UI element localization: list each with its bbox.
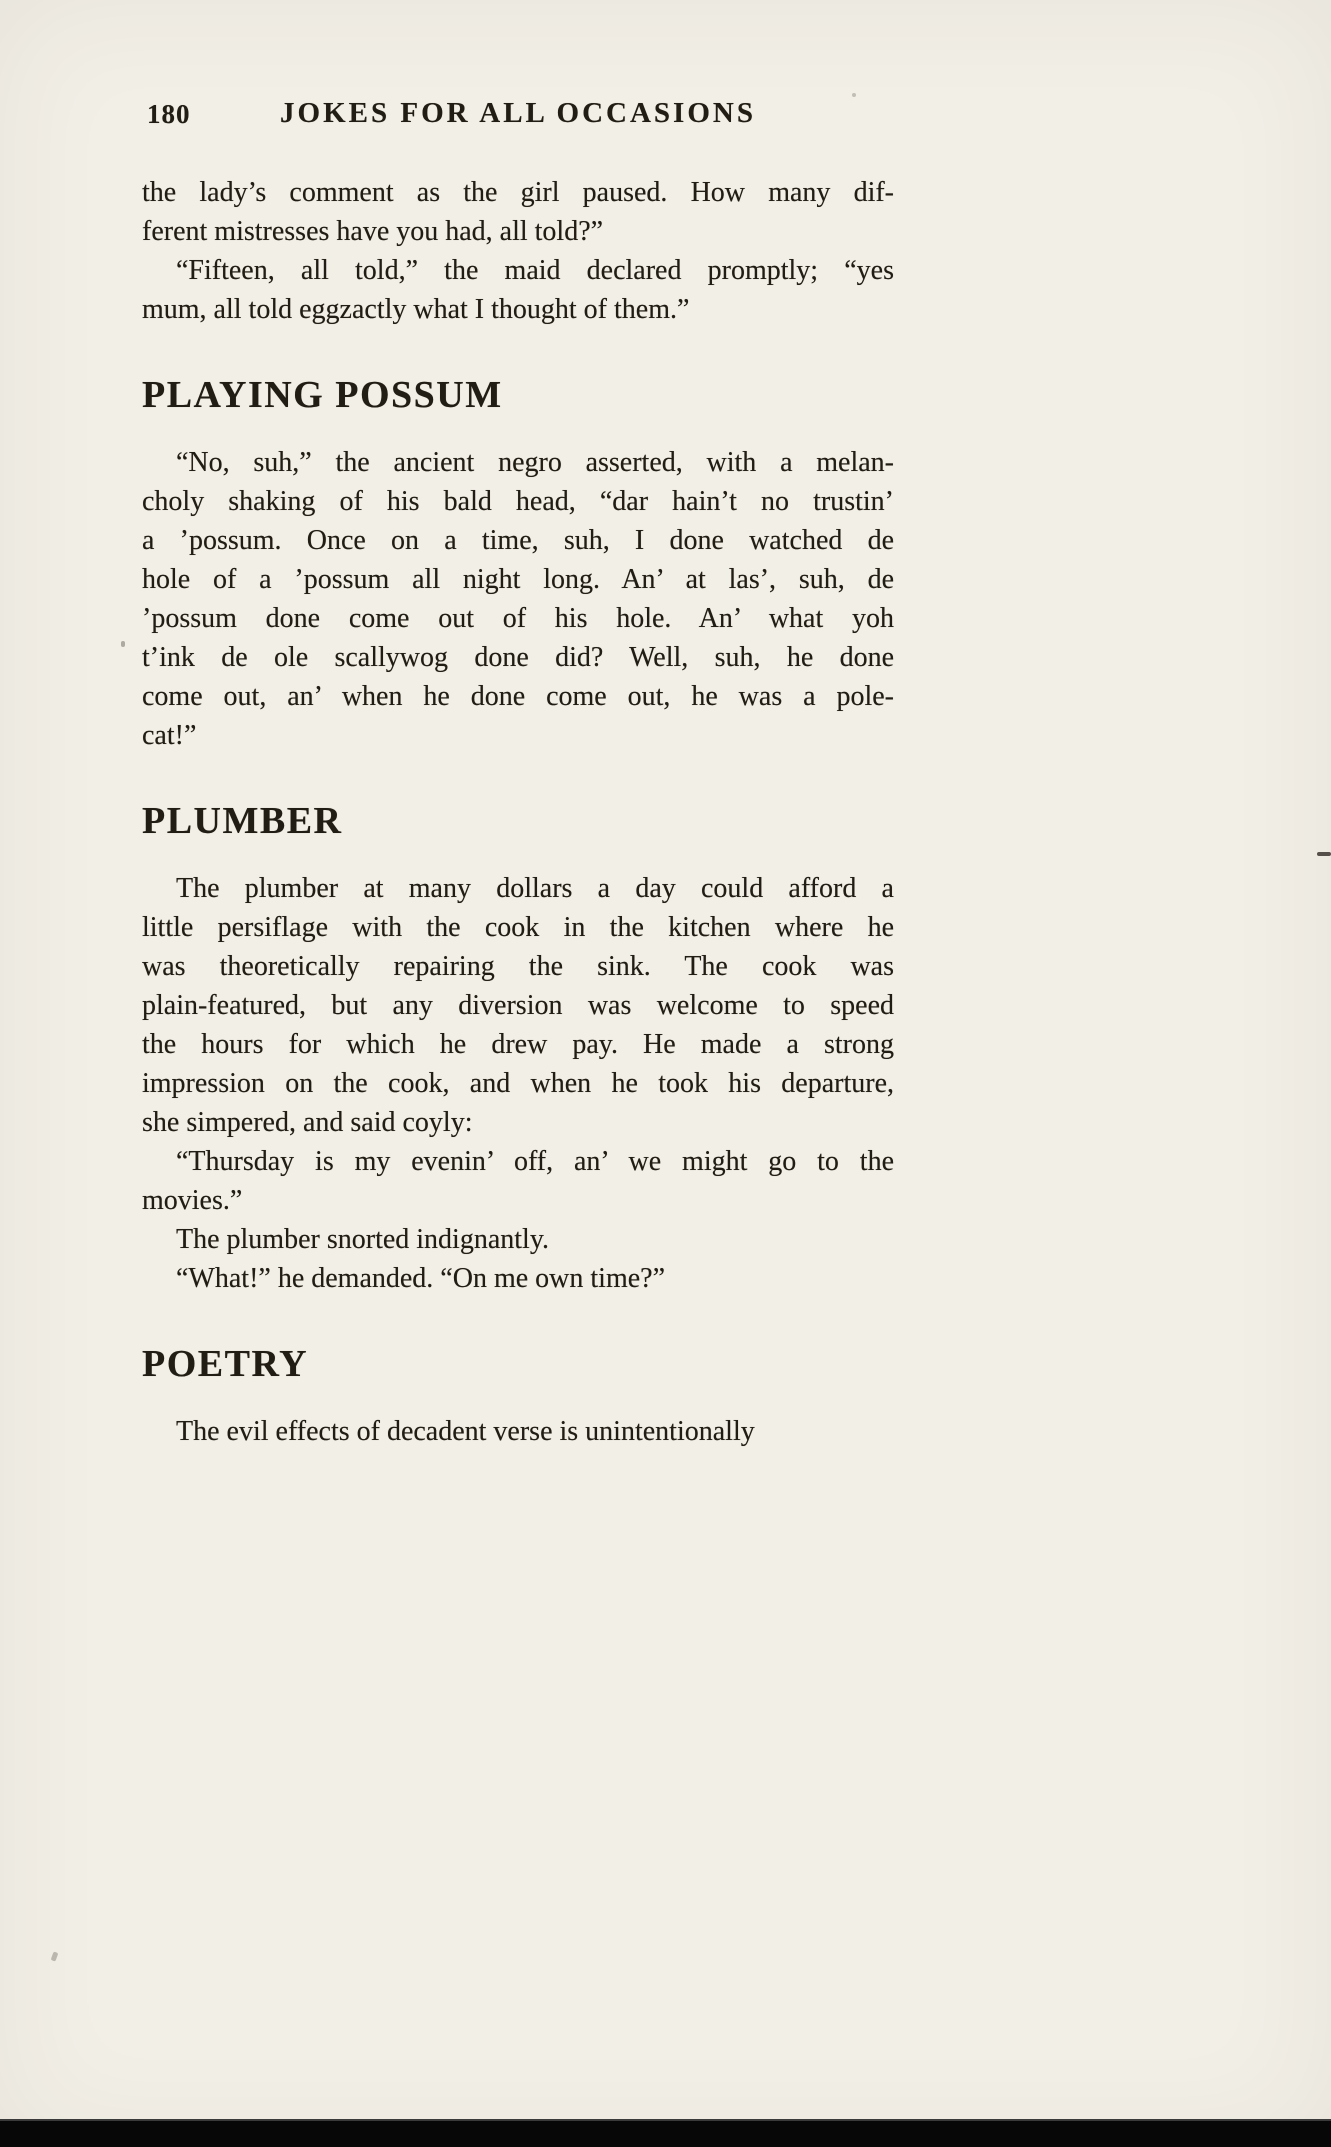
running-title: JOKES FOR ALL OCCASIONS (280, 97, 756, 129)
scan-artifact-speck (852, 93, 856, 97)
text-line: mum, all told eggzactly what I thought of them.” (142, 294, 690, 325)
section-heading-playing-possum: PLAYING POSSUM (142, 374, 503, 416)
text-block (142, 97, 894, 1451)
paragraph (142, 1259, 894, 1298)
paragraph (142, 251, 894, 329)
text-line: she simpered, and said coyly: (142, 1107, 473, 1138)
text-line: “No, suh,” the ancient negro asserted, with a melan- (176, 447, 894, 478)
section-playing-possum (142, 373, 894, 755)
scan-artifact-speck (51, 1951, 59, 1961)
text-line: impression on the cook, and when he took his departure, (142, 1068, 894, 1099)
paragraph (142, 1412, 894, 1451)
text-line: plain-featured, but any diversion was welcome to speed (142, 990, 894, 1021)
scan-artifact-dash (1317, 852, 1331, 856)
text-line: a ’possum. Once on a time, suh, I done watched de (142, 525, 894, 556)
section-plumber (142, 799, 894, 1298)
paragraph (142, 173, 894, 251)
text-line: hole of a ’possum all night long. An’ at las’, suh, de (142, 564, 894, 595)
bottom-scan-bar (0, 2119, 1331, 2147)
page-header (142, 97, 894, 129)
text-line: come out, an’ when he done come out, he was a pole- (142, 681, 894, 712)
paragraph (142, 1142, 894, 1220)
text-line: t’ink de ole scallywog done did? Well, suh, he done (142, 642, 894, 673)
section-heading-poetry: POETRY (142, 1343, 309, 1385)
text-line: ferent mistresses have you had, all told?” (142, 216, 604, 247)
text-line: movies.” (142, 1185, 243, 1216)
text-line: “What!” he demanded. “On me own time?” (176, 1263, 666, 1294)
text-line: The plumber at many dollars a day could afford a (176, 873, 894, 904)
text-line: “Fifteen, all told,” the maid declared promptly; “yes (176, 255, 894, 286)
text-line: little persiflage with the cook in the kitchen where he (142, 912, 894, 943)
text-line: “Thursday is my evenin’ off, an’ we might go to the (176, 1146, 894, 1177)
text-line: ’possum done come out of his hole. An’ what yoh (142, 603, 894, 634)
text-line: The plumber snorted indignantly. (176, 1224, 549, 1255)
section-poetry (142, 1342, 894, 1451)
paragraph (142, 1220, 894, 1259)
paragraph (142, 869, 894, 1142)
page-number: 180 (147, 99, 191, 129)
text-line: choly shaking of his bald head, “dar hain’t no trustin’ (142, 486, 894, 517)
section-heading-plumber: PLUMBER (142, 800, 343, 842)
text-line: the hours for which he drew pay. He made a strong (142, 1029, 894, 1060)
text-line: was theoretically repairing the sink. The cook was (142, 951, 894, 982)
section-intro (142, 173, 894, 329)
paragraph (142, 443, 894, 755)
text-line: cat!” (142, 720, 197, 751)
text-line: the lady’s comment as the girl paused. How many dif- (142, 177, 894, 208)
scan-artifact-speck (121, 641, 125, 647)
text-line: The evil effects of decadent verse is unintentionally (176, 1416, 755, 1447)
